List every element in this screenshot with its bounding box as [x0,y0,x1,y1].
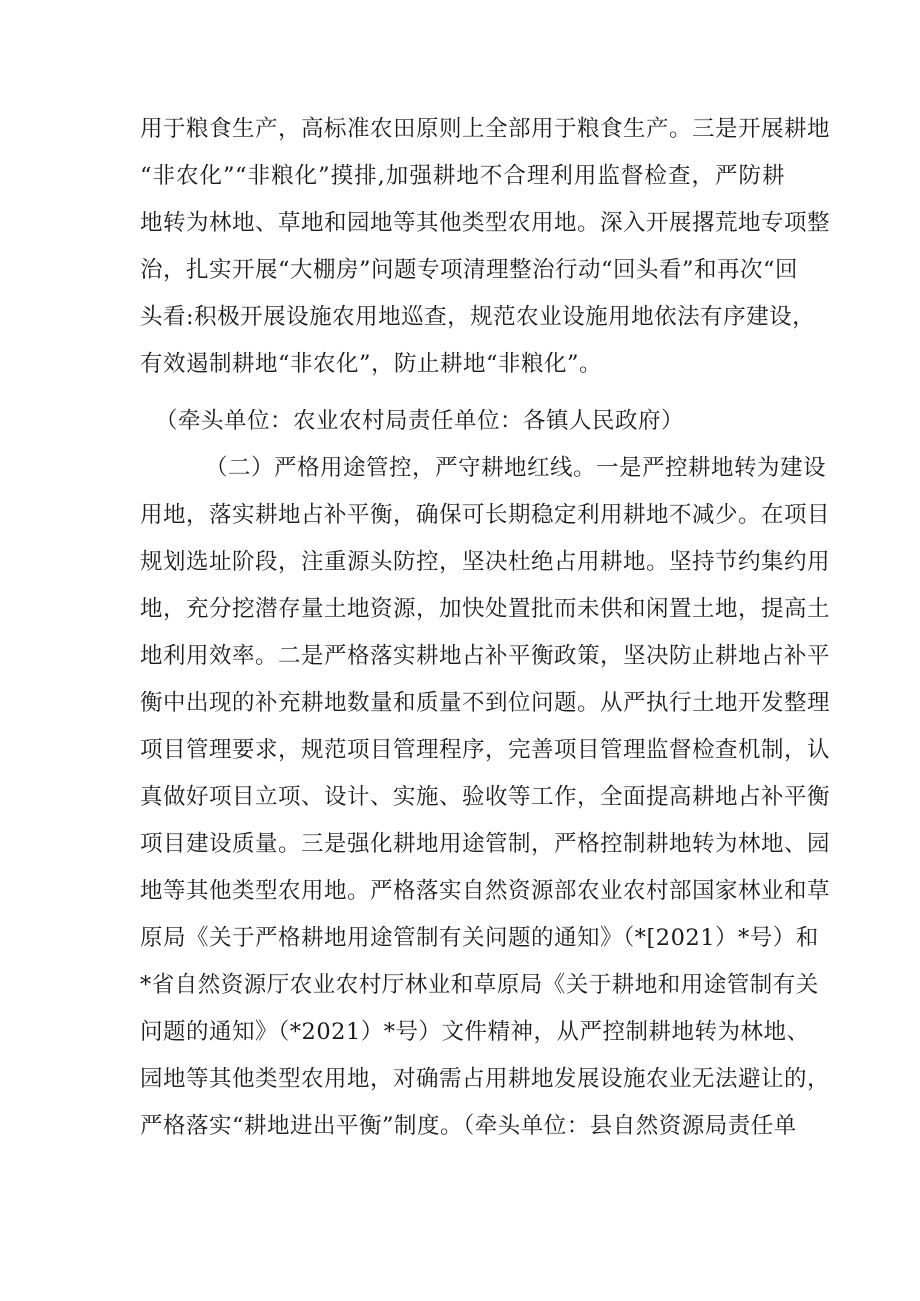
paragraph-line: 地转为林地、草地和园地等其他类型农用地。深入开展撂荒地专项整 [140,210,831,236]
paragraph-line: 严格落实“耕地进出平衡”制度。（牵头单位：县自然资源局责任单 [140,1113,797,1139]
paragraph-line: 地等其他类型农用地。严格落实自然资源部农业农村部国家林业和草 [140,878,831,904]
paragraph-line: “非农化”“非粮化”摸排,加强耕地不合理利用监督检查，严防耕 [140,163,785,189]
paragraph-line: 头看:积极开展设施农用地巡查，规范农业设施用地依法有序建设， [140,304,816,330]
paragraph-line: 用于粮食生产，高标准农田原则上全部用于粮食生产。三是开展耕地 [140,116,831,142]
paragraph-line: 园地等其他类型农用地，对确需占用耕地发展设施农业无法避让的， [140,1066,831,1092]
paragraph-line: 有效遏制耕地“非农化”，防止耕地“非粮化”。 [140,351,603,377]
paragraph-line: 问题的通知》（*2021）*号）文件精神，从严控制耕地转为林地、 [140,1019,810,1045]
paragraph-line: 地，充分挖潜存量土地资源，加快处置批而未供和闲置土地，提高土 [140,596,831,622]
paragraph-line: 治，扎实开展“大棚房”问题专项清理整治行动“回头看”和再次“回 [140,257,799,283]
paragraph-line: 项目管理要求，规范项目管理程序，完善项目管理监督检查机制，认 [140,737,831,763]
paragraph-line: 用地，落实耕地占补平衡，确保可长期稳定利用耕地不减少。在项目 [140,502,831,528]
paragraph-line: 规划选址阶段，注重源头防控，坚决杜绝占用耕地。坚持节约集约用 [140,549,831,575]
paragraph-line: 地利用效率。二是严格落实耕地占补平衡政策，坚决防止耕地占补平 [140,643,831,669]
responsibility-note: （牵头单位：农业农村局责任单位：各镇人民政府） [155,408,685,434]
paragraph-line: 项目建设质量。三是强化耕地用途管制，严格控制耕地转为林地、园 [140,831,831,857]
paragraph-line: *省自然资源厅农业农村厅林业和草原局《关于耕地和用途管制有关 [140,972,819,998]
paragraph-line: 原局《关于严格耕地用途管制有关问题的通知》（*[2021）*号）和 [140,925,819,951]
paragraph-line: 真做好项目立项、设计、实施、验收等工作，全面提高耕地占补平衡 [140,784,831,810]
section-heading-line: （二）严格用途管控，严守耕地红线。一是严控耕地转为建设 [205,455,827,481]
paragraph-line: 衡中出现的补充耕地数量和质量不到位问题。从严执行土地开发整理 [140,690,831,716]
